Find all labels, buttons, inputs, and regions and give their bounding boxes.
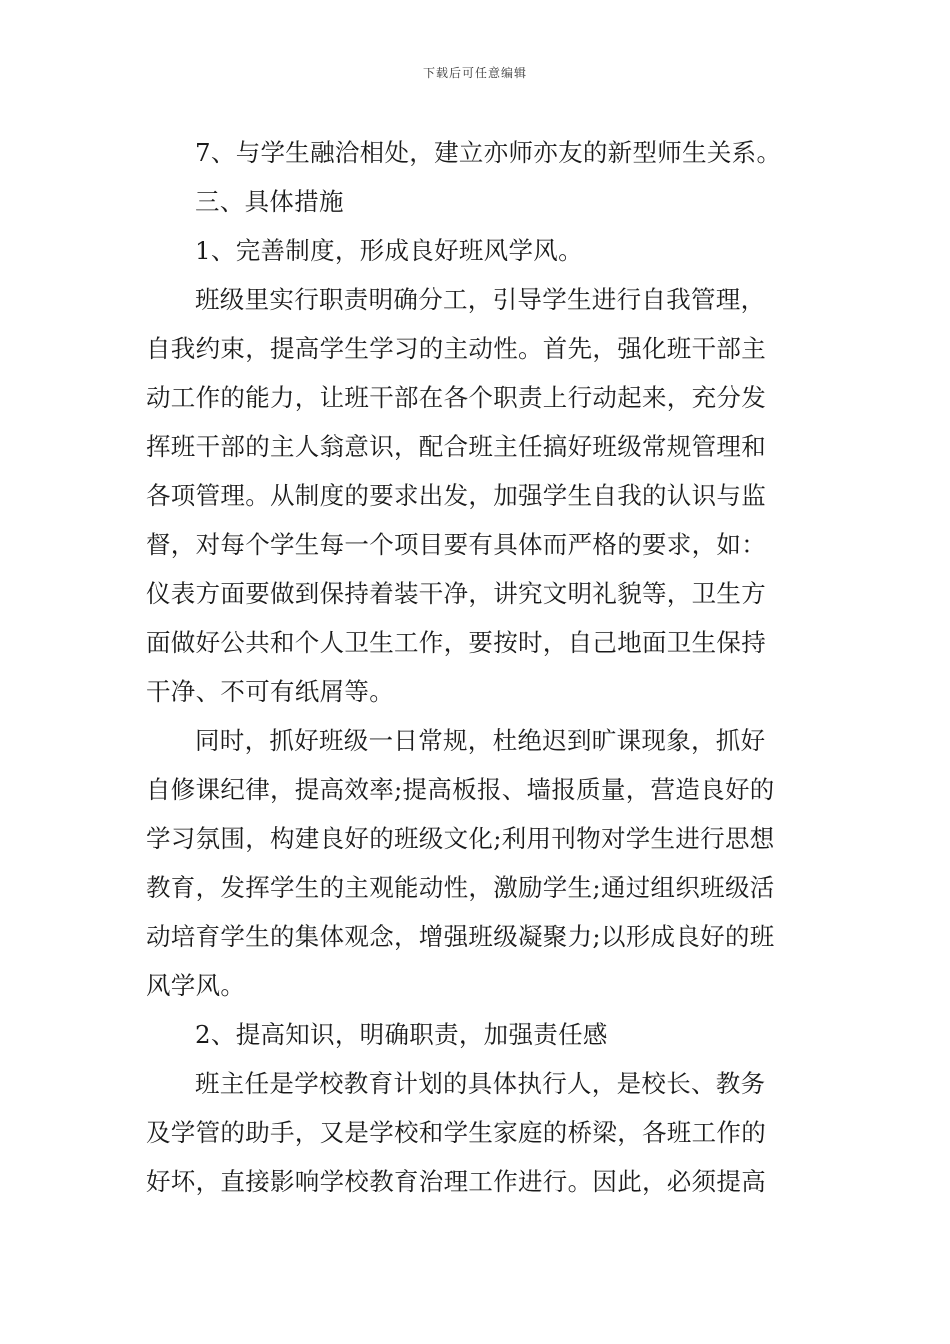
text-line: 及学管的助手，又是学校和学生家庭的桥梁，各班工作的 [146,1118,766,1147]
section-heading: 三、具体措施 [195,187,344,216]
text-line: 面做好公共和个人卫生工作，要按时，自己地面卫生保持 [146,628,766,657]
text-line: 挥班干部的主人翁意识，配合班主任搞好班级常规管理和 [146,432,766,461]
text-line: 干净、不可有纸屑等。 [146,677,394,706]
text-line: 学习氛围，构建良好的班级文化;利用刊物对学生进行思想 [146,824,775,853]
text-line: 班主任是学校教育计划的具体执行人，是校长、教务 [195,1069,766,1098]
subsection-heading: 1、完善制度，形成良好班风学风。 [195,236,583,265]
text-line: 同时，抓好班级一日常规，杜绝迟到旷课现象，抓好 [195,726,766,755]
text-line: 自修课纪律，提高效率;提高板报、墙报质量，营造良好的 [146,775,775,804]
text-line: 仪表方面要做到保持着装干净，讲究文明礼貌等，卫生方 [146,579,766,608]
page-header: 下载后可任意编辑 [422,66,527,80]
text-line: 好坏，直接影响学校教育治理工作进行。因此，必须提高 [146,1167,766,1196]
subsection-heading: 2、提高知识，明确职责，加强责任感 [195,1020,608,1049]
text-line: 风学风。 [146,971,246,1000]
text-line: 班级里实行职责明确分工，引导学生进行自我管理， [195,285,766,314]
text-line: 自我约束，提高学生学习的主动性。首先，强化班干部主 [146,334,766,363]
text-line: 动工作的能力，让班干部在各个职责上行动起来，充分发 [146,383,766,412]
text-line: 动培育学生的集体观念，增强班级凝聚力;以形成良好的班 [146,922,775,951]
document-body [146,128,806,1206]
text-line: 7、与学生融洽相处，建立亦师亦友的新型师生关系。 [195,138,782,167]
text-line: 教育，发挥学生的主观能动性，激励学生;通过组织班级活 [146,873,775,902]
text-line: 各项管理。从制度的要求出发，加强学生自我的认识与监 [146,481,766,510]
text-line: 督，对每个学生每一个项目要有具体而严格的要求，如： [146,530,766,559]
